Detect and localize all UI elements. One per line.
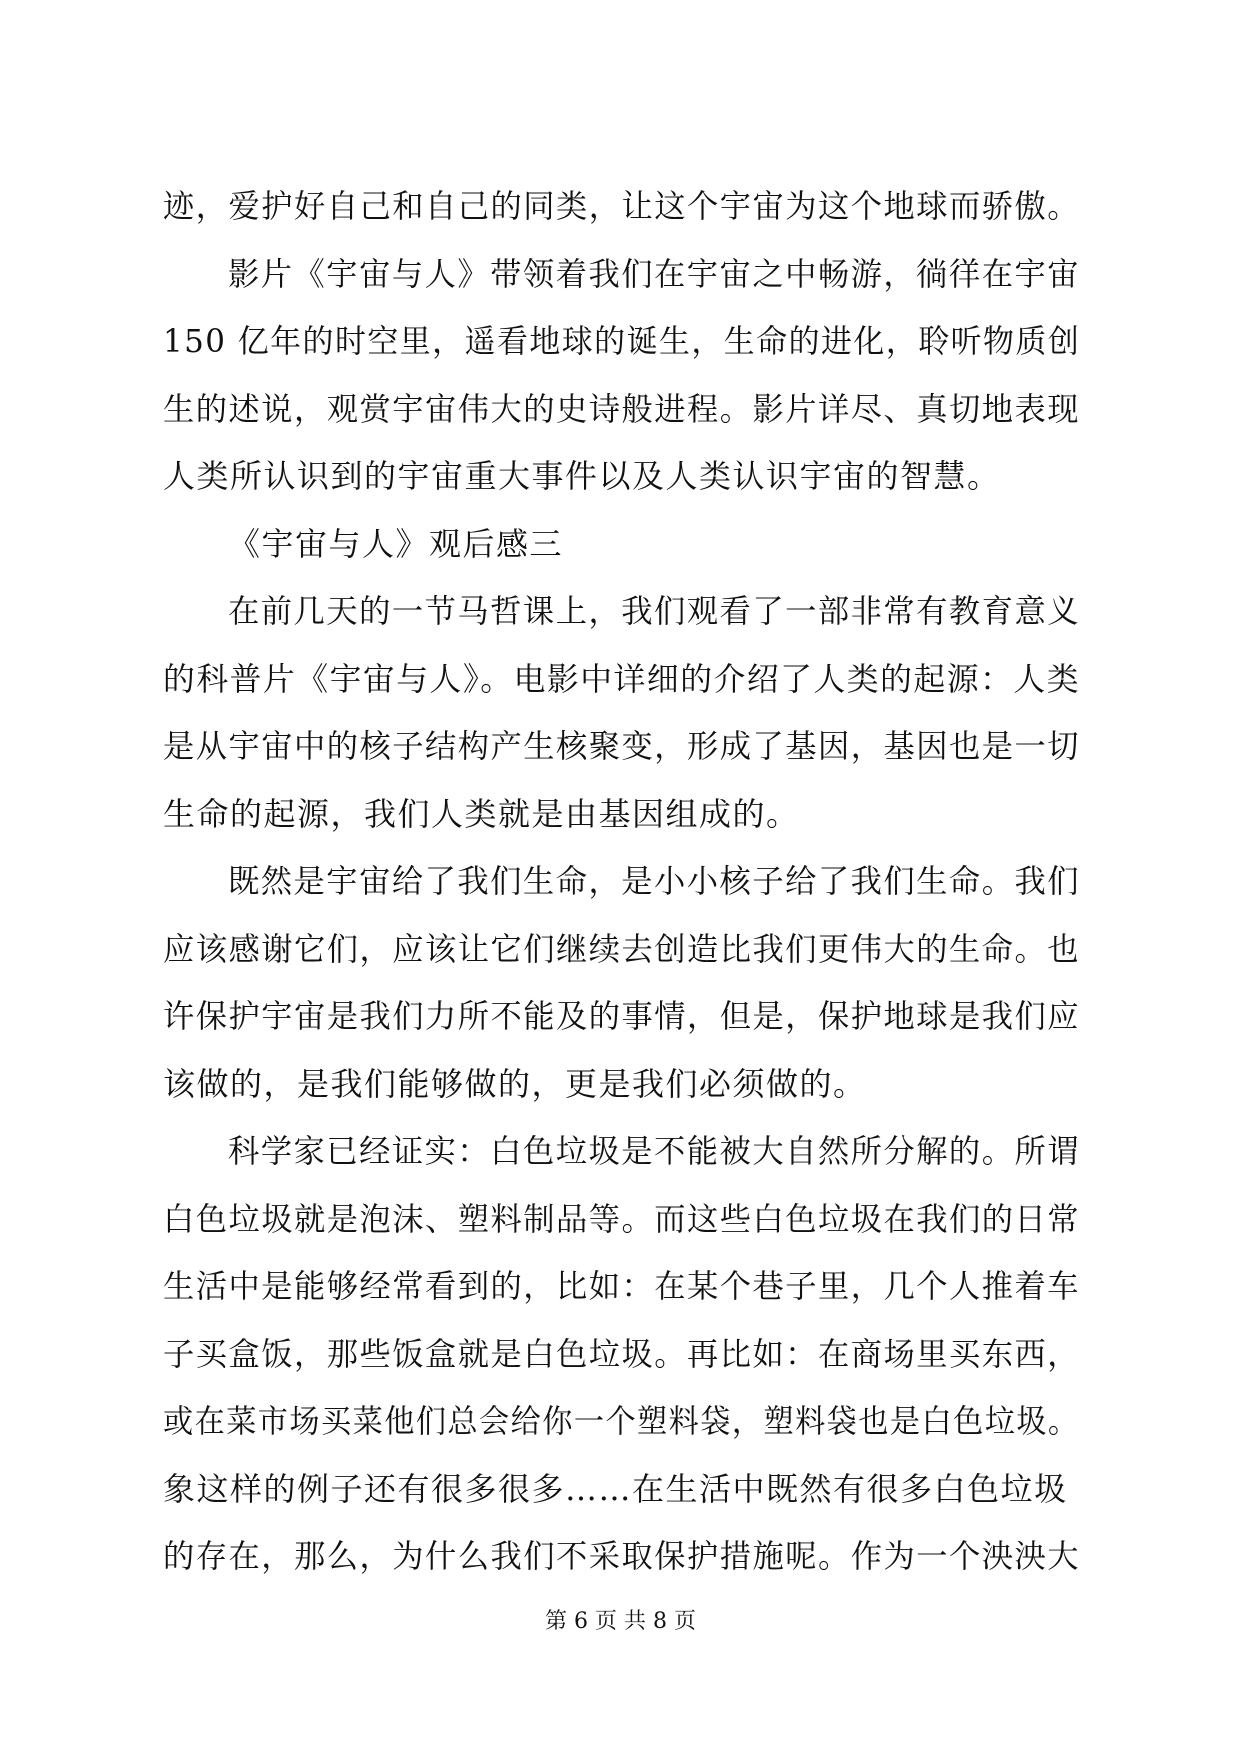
text-line: 许保护宇宙是我们力所不能及的事情，但是，保护地球是我们应 — [163, 997, 1081, 1035]
text-line: 影片《宇宙与人》带领着我们在宇宙之中畅游，徜徉在宇宙 — [228, 255, 1081, 293]
text-line: 在前几天的一节马哲课上，我们观看了一部非常有教育意义 — [228, 592, 1081, 630]
page-footer: 第 6 页 共 8 页 — [545, 1609, 696, 1634]
text-line: 既然是宇宙给了我们生命，是小小核子给了我们生命。我们 — [228, 862, 1081, 900]
text-line: 150 亿年的时空里，遥看地球的诞生，生命的进化，聆听物质创 — [163, 322, 1081, 360]
text-line: 是从宇宙中的核子结构产生核聚变，形成了基因，基因也是一切 — [163, 727, 1081, 765]
text-line: 的科普片《宇宙与人》。电影中详细的介绍了人类的起源：人类 — [163, 660, 1081, 698]
text-line: 迹，爱护好自己和自己的同类，让这个宇宙为这个地球而骄傲。 — [163, 187, 1081, 225]
text-line: 生命的起源，我们人类就是由基因组成的。 — [163, 795, 800, 833]
text-line: 子买盒饭，那些饭盒就是白色垃圾。再比如：在商场里买东西， — [163, 1335, 1081, 1373]
text-line: 生活中是能够经常看到的，比如：在某个巷子里，几个人推着车 — [163, 1267, 1081, 1305]
text-line: 白色垃圾就是泡沫、塑料制品等。而这些白色垃圾在我们的日常 — [163, 1200, 1081, 1238]
text-line: 应该感谢它们，应该让它们继续去创造比我们更伟大的生命。也 — [163, 930, 1081, 968]
text-line: 科学家已经证实：白色垃圾是不能被大自然所分解的。所谓 — [228, 1132, 1081, 1170]
text-line: 该做的，是我们能够做的，更是我们必须做的。 — [163, 1065, 867, 1103]
text-line: 或在菜市场买菜他们总会给你一个塑料袋，塑料袋也是白色垃圾。 — [163, 1402, 1080, 1440]
text-line: 生的述说，观赏宇宙伟大的史诗般进程。影片详尽、真切地表现 — [163, 390, 1081, 428]
text-line: 的存在，那么，为什么我们不采取保护措施呢。作为一个泱泱大 — [163, 1537, 1081, 1575]
text-line: 人类所认识到的宇宙重大事件以及人类认识宇宙的智慧。 — [163, 457, 1001, 495]
section-heading: 《宇宙与人》观后感三 — [228, 525, 564, 563]
text-line: 象这样的例子还有很多很多……在生活中既然有很多白色垃圾 — [163, 1470, 1068, 1508]
